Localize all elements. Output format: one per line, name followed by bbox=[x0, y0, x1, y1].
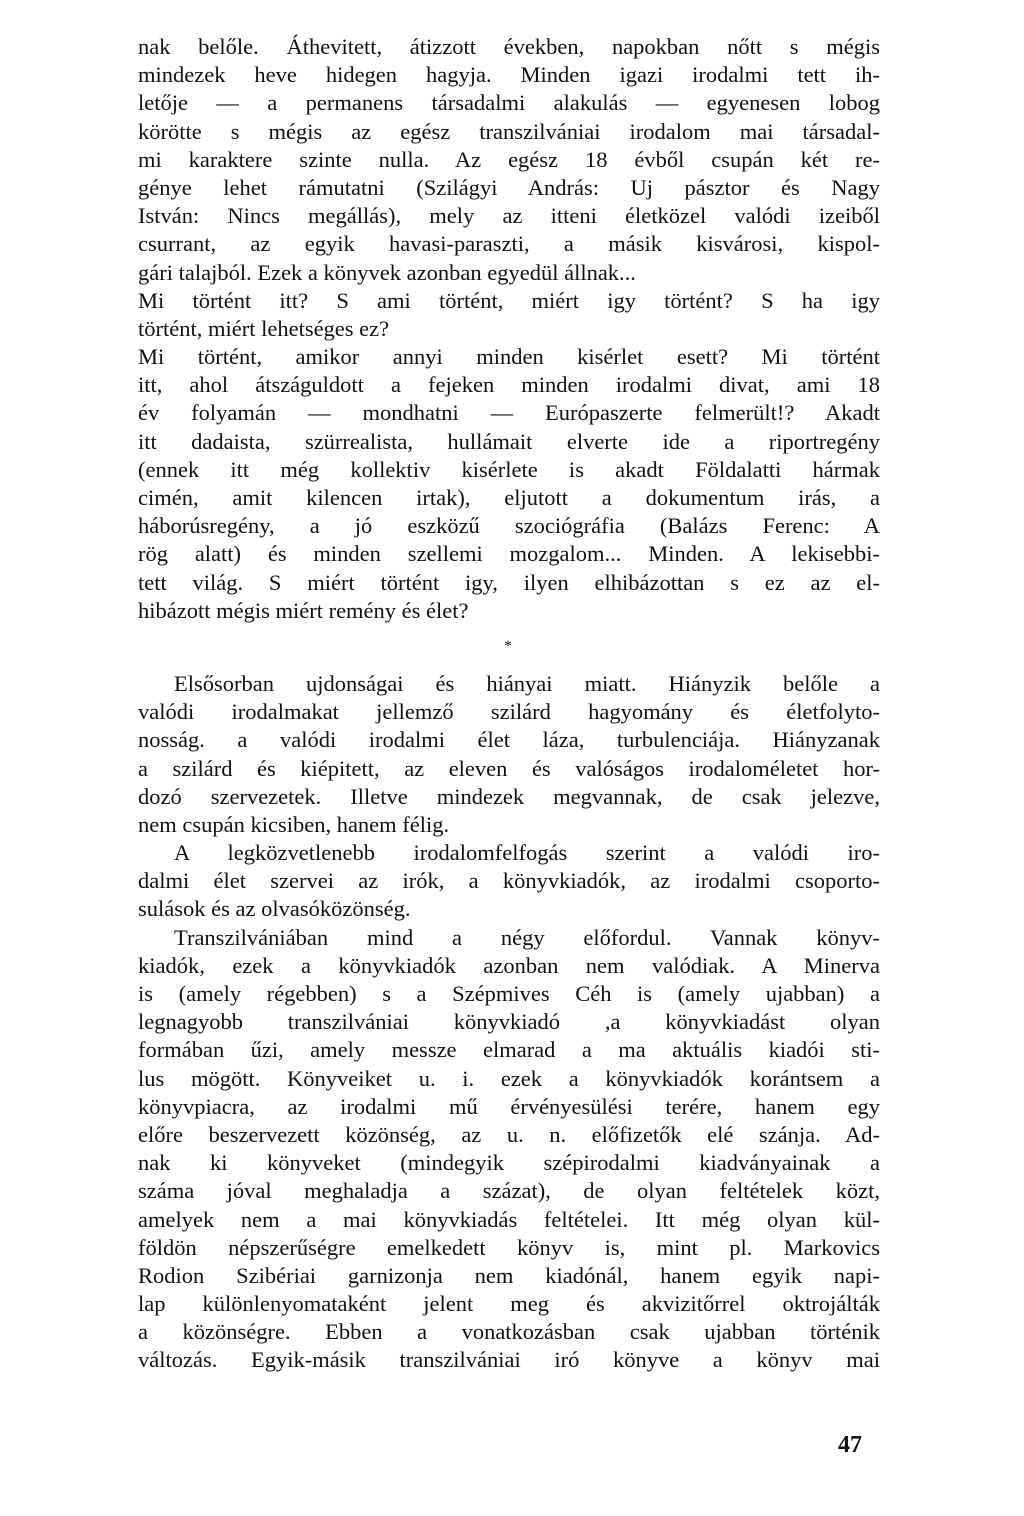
text-line: génye lehet rámutatni (Szilágyi András: Uj pásztor és Nagy bbox=[138, 174, 880, 200]
paragraph bbox=[138, 287, 880, 343]
text-line: itt, ahol átszáguldott a fejeken minden irodalmi divat, ami 18 bbox=[138, 372, 880, 398]
text-line: dalmi élet szervei az irók, a könyvkiadók, az irodalmi csoporto- bbox=[138, 868, 880, 894]
text-line: rög alatt) és minden szellemi mozgalom... Minden. A lekisebbi- bbox=[138, 541, 880, 567]
paragraph bbox=[138, 33, 880, 287]
paragraph bbox=[138, 670, 880, 839]
text-line: letője — a permanens társadalmi alakulás — egyenesen lobog bbox=[138, 90, 880, 116]
text-line: év folyamán — mondhatni — Európaszerte felmerült!? Akadt bbox=[138, 400, 880, 426]
text-line: mi karaktere szinte nulla. Az egész 18 évből csupán két re- bbox=[138, 146, 880, 172]
text-line: Rodion Szibériai garnizonja nem kiadónál, hanem egyik napi- bbox=[138, 1262, 880, 1288]
text-line: nak ki könyveket (mindegyik szépirodalmi kiadványainak a bbox=[138, 1150, 880, 1176]
text-line: is (amely régebben) s a Szépmives Céh is (amely ujabban) a bbox=[138, 981, 880, 1006]
text-line: változás. Egyik-másik transzilvániai iró könyve a könyv mai bbox=[138, 1347, 880, 1373]
text-line: csurrant, az egyik havasi-paraszti, a másik kisvárosi, kispol- bbox=[138, 231, 880, 257]
text-line: itt dadaista, szürrealista, hullámait elverte ide a riportregény bbox=[138, 428, 880, 454]
text-line: történt, miért lehetséges ez? bbox=[138, 315, 390, 341]
text-line: könyvpiacra, az irodalmi mű érvényesülési terére, hanem egy bbox=[138, 1093, 880, 1119]
text-line: dozó szervezetek. Illetve mindezek megvannak, de csak jelezve, bbox=[138, 783, 880, 809]
text-line: legnagyobb transzilvániai könyvkiadó ,a könyvkiadást olyan bbox=[138, 1009, 880, 1035]
text-line: Transzilvániában mind a négy előfordul. Vannak könyv- bbox=[174, 924, 880, 950]
text-line: körötte s mégis az egész transzilvániai irodalom mai társadal- bbox=[138, 118, 880, 144]
page-text bbox=[138, 33, 880, 1375]
text-line: a közönségre. Ebben a vonatkozásban csak ujabban történik bbox=[138, 1319, 880, 1345]
text-line: nak belőle. Áthevitett, átizzott években, napokban nőtt s mégis bbox=[138, 34, 880, 59]
text-line: Elsősorban ujdonságai és hiányai miatt. Hiányzik belőle a bbox=[174, 670, 880, 696]
text-line: háborúsregény, a jó eszközű szociógráfia (Balázs Ferenc: A bbox=[138, 513, 880, 539]
paragraph bbox=[138, 839, 880, 924]
asterisk-separator: * bbox=[504, 637, 512, 655]
text-line: sulások és az olvasóközönség. bbox=[138, 896, 411, 922]
text-line: hibázott mégis miért remény és élet? bbox=[138, 597, 469, 623]
text-line: Mi történt itt? S ami történt, miért igy történt? S ha igy bbox=[138, 287, 880, 313]
text-line: cimén, amit kilencen irtak), eljutott a dokumentum irás, a bbox=[138, 485, 880, 510]
page-number: 47 bbox=[838, 1432, 862, 1458]
text-line: kiadók, ezek a könyvkiadók azonban nem valódiak. A Minerva bbox=[138, 952, 880, 978]
paragraph bbox=[138, 343, 880, 625]
text-line: István: Nincs megállás), mely az itteni életközel valódi izeiből bbox=[138, 203, 880, 229]
text-line: a szilárd és kiépitett, az eleven és valóságos irodaloméletet hor- bbox=[138, 755, 880, 781]
section-separator bbox=[138, 625, 880, 670]
text-line: lap különlenyomataként jelent meg és akvizitőrrel oktrojálták bbox=[138, 1291, 880, 1317]
text-line: előre beszervezett közönség, az u. n. előfizetők elé szánja. Ad- bbox=[138, 1121, 880, 1147]
text-line: nosság. a valódi irodalmi élet láza, turbulenciája. Hiányzanak bbox=[138, 727, 880, 753]
text-line: száma jóval meghaladja a százat), de olyan feltételek közt, bbox=[138, 1178, 880, 1204]
text-line: gári talajból. Ezek a könyvek azonban egyedül állnak... bbox=[138, 259, 636, 285]
text-line: nem csupán kicsiben, hanem félig. bbox=[138, 811, 450, 837]
text-line: (ennek itt még kollektiv kisérlete is akadt Földalatti hármak bbox=[138, 456, 880, 482]
text-line: amelyek nem a mai könyvkiadás feltételei. Itt még olyan kül- bbox=[138, 1206, 880, 1232]
text-line: A legközvetlenebb irodalomfelfogás szerint a valódi iro- bbox=[174, 840, 880, 866]
text-line: földön népszerűségre emelkedett könyv is, mint pl. Markovics bbox=[138, 1234, 880, 1260]
text-line: formában űzi, amely messze elmarad a ma aktuális kiadói sti- bbox=[138, 1037, 880, 1063]
text-line: tett világ. S miért történt igy, ilyen elhibázottan s ez az el- bbox=[138, 569, 880, 595]
text-line: lus mögött. Könyveiket u. i. ezek a könyvkiadók korántsem a bbox=[138, 1065, 880, 1091]
text-line: Mi történt, amikor annyi minden kisérlet esett? Mi történt bbox=[138, 344, 880, 370]
paragraph bbox=[138, 924, 880, 1375]
text-line: mindezek heve hidegen hagyja. Minden igazi irodalmi tett ih- bbox=[138, 62, 880, 88]
text-line: valódi irodalmakat jellemző szilárd hagyomány és életfolyto- bbox=[138, 699, 880, 725]
